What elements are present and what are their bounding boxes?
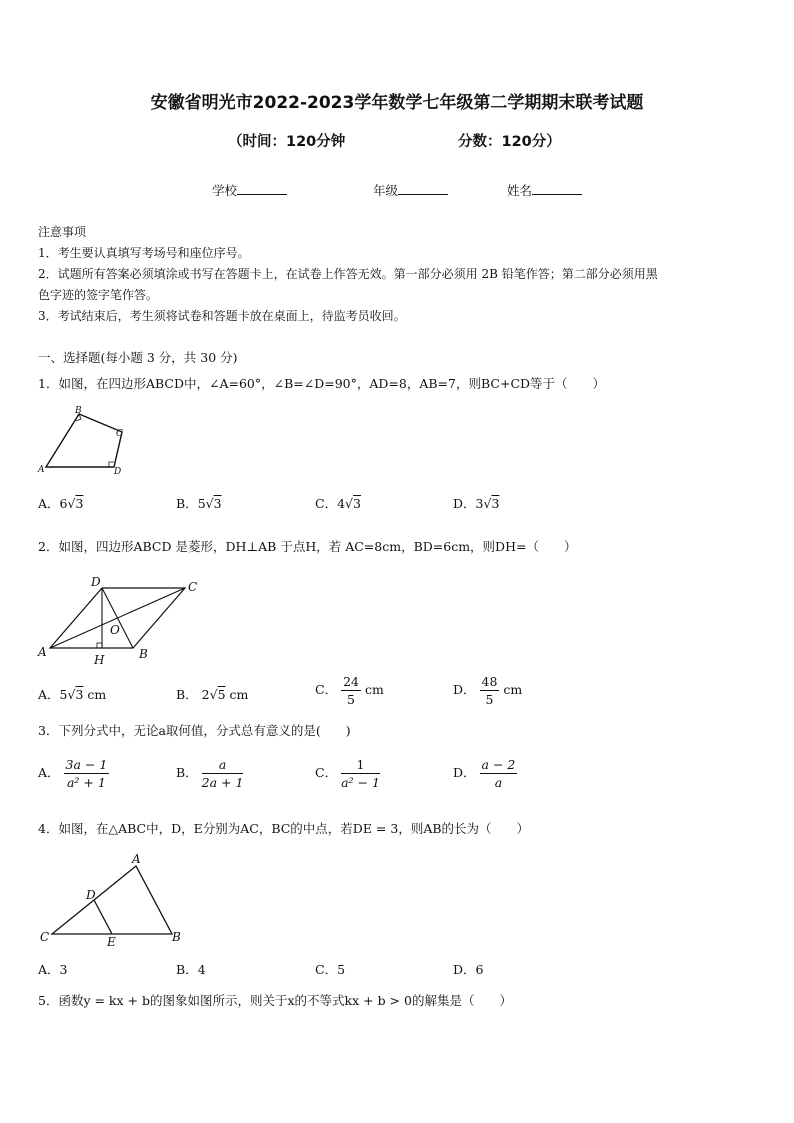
q1-quadrilateral-figure xyxy=(32,402,142,480)
note-item: 1．考生要认真填写考场号和座位序号。 xyxy=(38,246,250,260)
q4-label-d: D xyxy=(86,888,96,902)
q2-option-b[interactable]: B． 2√5 cm xyxy=(176,687,249,702)
q2-rhombus-figure xyxy=(34,572,210,670)
q1-option-b[interactable]: B．5√3 xyxy=(176,496,222,511)
question-3-stem: 3．下列分式中，无论a取何值，分式总有意义的是( ) xyxy=(38,723,351,738)
q2-option-c[interactable]: C． $\frac{24}{5}$ cm xyxy=(315,674,384,707)
q2-label-h: H xyxy=(94,653,105,667)
q1-option-d[interactable]: D．3√3 xyxy=(453,496,500,511)
q4-label-e: E xyxy=(107,935,116,949)
q1-label-c: C xyxy=(116,429,123,439)
name-label: 姓名 xyxy=(507,183,533,198)
q4-triangle-figure xyxy=(36,852,196,952)
q1-label-a: A xyxy=(38,465,45,475)
question-1-stem: 1．如图，在四边形ABCD中，∠A=60°，∠B=∠D=90°，AD=8，AB=7，则BC+CD等于（ ） xyxy=(38,376,606,391)
exam-time: （时间：120分钟 xyxy=(228,134,346,150)
q2-label-o: O xyxy=(110,623,120,637)
school-label: 学校 xyxy=(212,183,238,198)
note-item: 3．考试结束后，考生须将试卷和答题卡放在桌面上，待监考员收回。 xyxy=(38,309,406,323)
question-2-stem: 2．如图，四边形ABCD 是菱形，DH⊥AB 于点H，若 AC=8cm，BD=6cm，则DH=（ ） xyxy=(38,539,577,554)
q2-option-a[interactable]: A．5√3 cm xyxy=(38,687,107,702)
school-blank[interactable] xyxy=(237,181,287,195)
q1-option-c[interactable]: C．4√3 xyxy=(315,496,361,511)
q4-label-a: A xyxy=(132,852,141,866)
q4-option-c[interactable]: C．5 xyxy=(315,962,346,977)
exam-score: 分数：120分） xyxy=(458,134,561,150)
grade-label: 年级 xyxy=(373,183,399,198)
q3-option-a[interactable]: A． $\frac{3a - 1}{\text{a² + 1}}$ xyxy=(38,757,108,790)
q4-option-d[interactable]: D．6 xyxy=(453,962,484,977)
q4-option-b[interactable]: B．4 xyxy=(176,962,206,977)
q3-option-d[interactable]: D． $\frac{a - 2}{a}$ xyxy=(453,757,516,790)
grade-field xyxy=(373,181,448,199)
question-5-stem: 5．函数y = kx + b的图象如图所示，则关于x的不等式kx + b > 0的解集是（ ） xyxy=(38,993,512,1008)
section-heading: 一、选择题(每小题 3 分，共 30 分) xyxy=(38,350,238,365)
note-item: 2．试题所有答案必须填涂或书写在答题卡上，在试卷上作答无效。第一部分必须用 2B 铅笔作答；第二部分必须用黑 xyxy=(38,267,658,281)
q1-label-d: D xyxy=(114,467,122,477)
q4-option-a[interactable]: A．3 xyxy=(38,962,68,977)
name-field xyxy=(507,181,582,199)
school-field xyxy=(212,181,287,199)
q2-label-d: D xyxy=(91,575,101,589)
q1-option-a[interactable]: A．6√3 xyxy=(38,496,84,511)
q2-option-d[interactable]: D． $\frac{48}{5}$ cm xyxy=(453,674,523,707)
q3-option-b[interactable]: B． $\frac{a}{2a + 1}$ xyxy=(176,757,244,790)
q2-label-a: A xyxy=(38,645,47,659)
note-item: 色字迹的签字笔作答。 xyxy=(38,288,159,302)
q2-label-b: B xyxy=(139,647,148,661)
q1-label-b: B xyxy=(75,406,82,416)
q3-option-c[interactable]: C． $\frac{1}{\text{a² − 1}}$ xyxy=(315,757,380,790)
name-blank[interactable] xyxy=(532,181,582,195)
grade-blank[interactable] xyxy=(398,181,448,195)
q2-label-c: C xyxy=(188,580,198,594)
q4-label-c: C xyxy=(40,930,50,944)
page-title: 安徽省明光市2022-2023学年数学七年级第二学期期末联考试题 xyxy=(150,93,644,113)
notes-heading: 注意事项 xyxy=(38,225,87,239)
q4-label-b: B xyxy=(172,930,181,944)
question-4-stem: 4．如图，在△ABC中，D，E分别为AC，BC的中点，若DE = 3，则AB的长为（ ） xyxy=(38,821,530,836)
